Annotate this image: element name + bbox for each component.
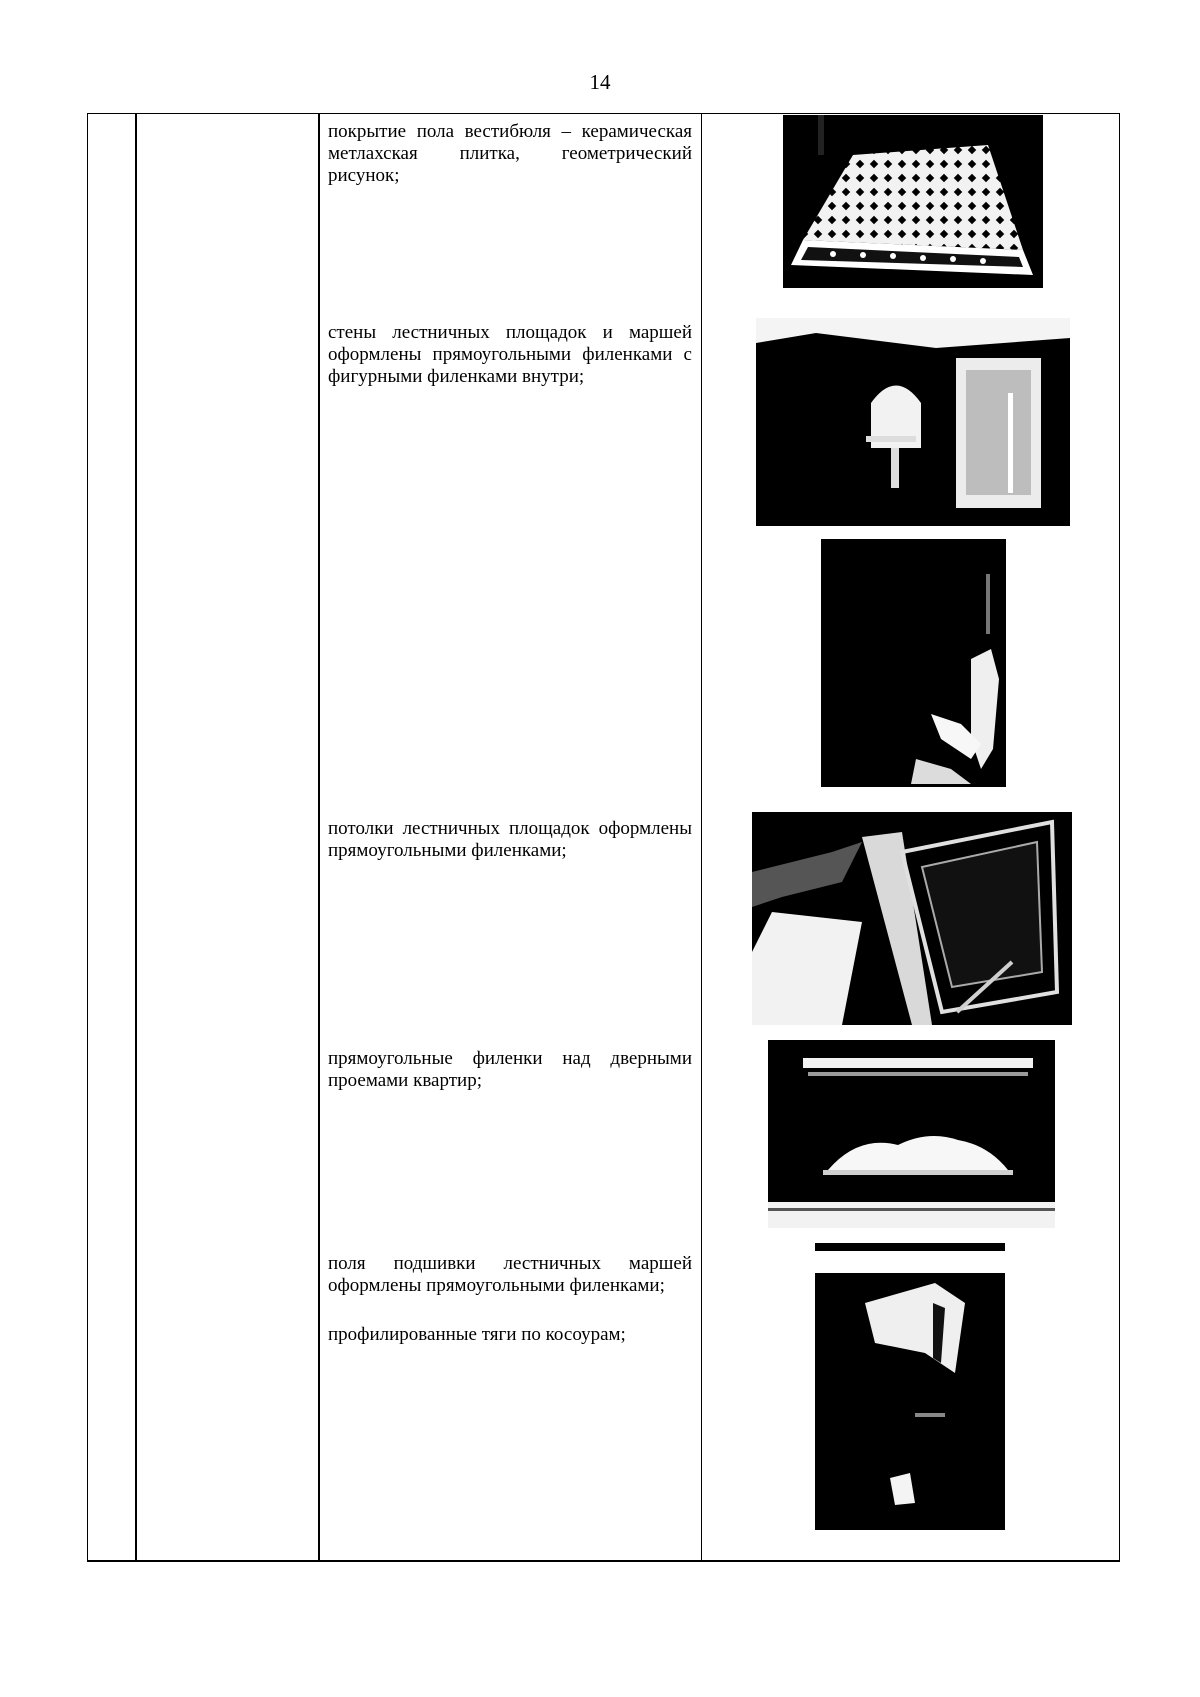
entry-text-door-panels: прямоугольные филенки над дверными проемами квартир; (328, 1048, 692, 1091)
door-panels-photo (768, 1040, 1055, 1228)
column-divider-1 (135, 113, 137, 1562)
page-number: 14 (589, 70, 611, 94)
column-divider-2 (318, 113, 320, 1562)
stair-soffit-panels-photo (815, 1243, 1005, 1530)
landing-ceiling-panels-photo (752, 812, 1072, 1025)
stair-landing-walls-photo (756, 318, 1070, 526)
vestibule-floor-tile-photo (783, 115, 1043, 288)
entry-text-ceilings: потолки лестничных площадок оформлены прямоугольными филенками; (328, 818, 692, 861)
stair-corner-photo (821, 539, 1006, 787)
column-divider-3 (701, 113, 702, 1562)
entry-text-stringers: профилированные тяги по косоурам; (328, 1324, 626, 1345)
entry-text-soffit: поля подшивки лестничных маршей оформлены прямоугольными филенками; (328, 1253, 692, 1296)
entry-text-floor: покрытие пола вестибюля – керамическая метлахская плитка, геометрический рисунок; (328, 121, 692, 186)
entry-text-walls: стены лестничных площадок и маршей оформлены прямоугольными филенками с фигурными филенками внутри; (328, 322, 692, 387)
